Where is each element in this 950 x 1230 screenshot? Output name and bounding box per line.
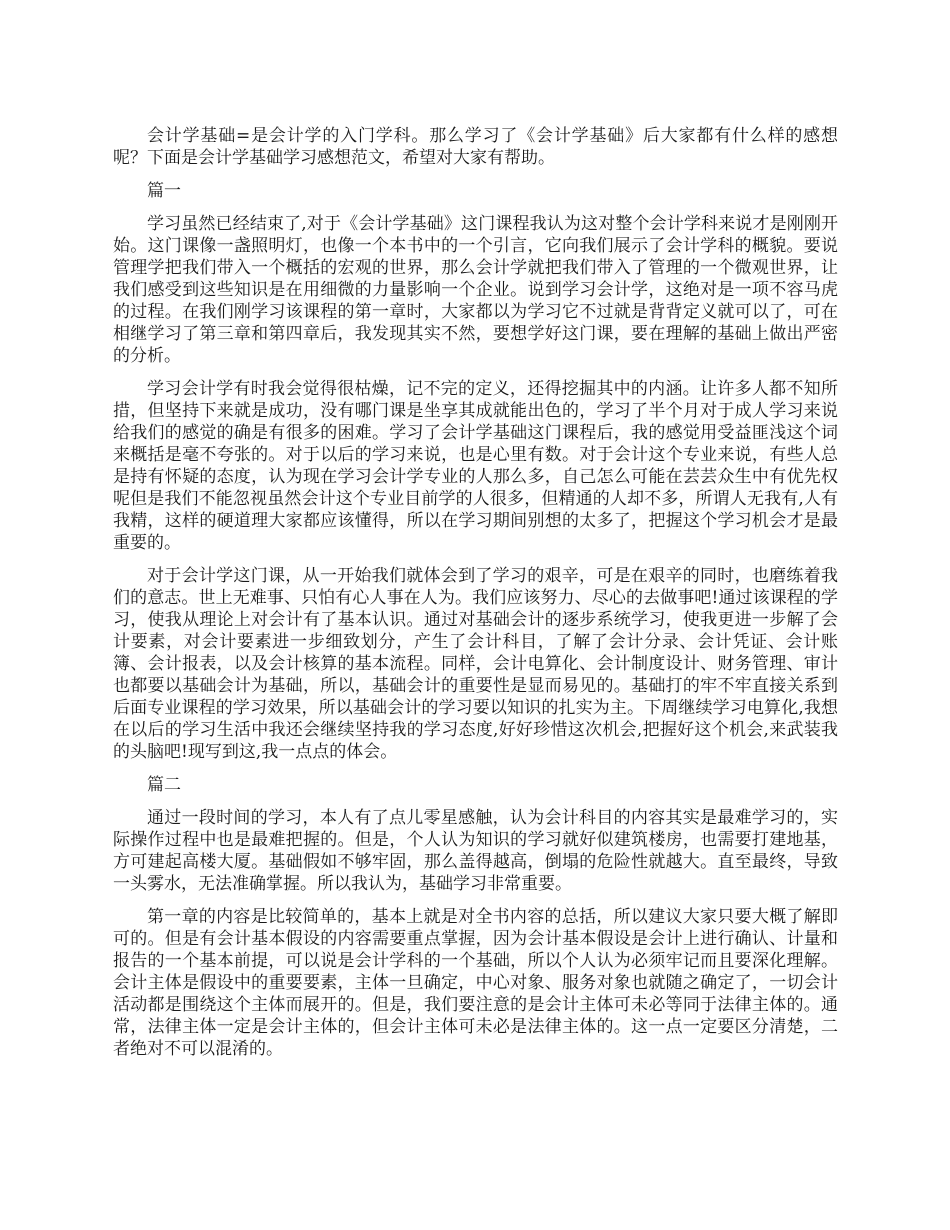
section1-paragraph-1: 学习虽然已经结束了,对于《会计学基础》这门课程我认为这对整个会计学科来说才是刚刚开始。这门课像一盏照明灯，也像一个本书中的一个引言，它向我们展示了会计学科的概貌。要说管理学把我们带入一个概括的宏观的世界，那么会计学就把我们带入了管理的一个微观世界，让我们感受到这些知识是在用细微的力量影响一个企业。说到学习会计学，这绝对是一项不容马虎的过程。在我们刚学习该课程的第一章时，大家都以为学习它不过就是背背定义就可以了，可在相继学习了第三章和第四章后，我发现其实不然，要想学好这门课，要在理解的基础上做出严密的分析。 xyxy=(113,214,838,366)
section-heading-2: 篇二 xyxy=(147,775,181,795)
intro-paragraph: 会计学基础=是会计学的入门学科。那么学习了《会计学基础》后大家都有什么样的感想呢？下面是会计学基础学习感想范文，希望对大家有帮助。 xyxy=(113,126,838,168)
section2-paragraph-2: 第一章的内容是比较简单的，基本上就是对全书内容的总括，所以建议大家只要大概了解即可的。但是有会计基本假设的内容需要重点掌握，因为会计基本假设是会计上进行确认、计量和报告的一个基本前提，可以说是会计学科的一个基础，所以个人认为必须牢记而且要深化理解。会计主体是假设中的重要要素，主体一旦确定，中心对象、服务对象也就随之确定了，一切会计活动都是围绕这个主体而展开的。但是，我们要注意的是会计主体可未必等同于法律主体的。通常，法律主体一定是会计主体的，但会计主体可未必是法律主体的。这一点一定要区分清楚，二者绝对不可以混淆的。 xyxy=(113,907,838,1059)
section1-paragraph-3: 对于会计学这门课，从一开始我们就体会到了学习的艰辛，可是在艰辛的同时，也磨练着我们的意志。世上无难事、只怕有心人事在人为。我们应该努力、尽心的去做事吧!通过该课程的学习，使我从理论上对会计有了基本认识。通过对基础会计的逐步系统学习，使我更进一步解了会计要素，对会计要素进一步细致划分，产生了会计科目，了解了会计分录、会计凭证、会计账簿、会计报表，以及会计核算的基本流程。同样，会计电算化、会计制度设计、财务管理、审计也都要以基础会计为基础，所以，基础会计的重要性是显而易见的。基础打的牢不牢直接关系到后面专业课程的学习效果，所以基础会计的学习要以知识的扎实为主。下周继续学习电算化,我想在以后的学习生活中我还会继续坚持我的学习态度,好好珍惜这次机会,把握好这个机会,来武装我的头脑吧!现写到这,我一点点的体会。 xyxy=(113,566,838,762)
document-page xyxy=(113,125,838,1071)
section-heading-1: 篇一 xyxy=(147,181,181,201)
section2-paragraph-1: 通过一段时间的学习，本人有了点儿零星感触，认为会计科目的内容其实是最难学习的，实际操作过程中也是最难把握的。但是，个人认为知识的学习就好似建筑楼房，也需要打建地基，方可建起高楼大厦。基础假如不够牢固，那么盖得越高，倒塌的危险性就越大。直至最终，导致一头雾水，无法准确掌握。所以我认为，基础学习非常重要。 xyxy=(113,808,838,894)
section1-paragraph-2: 学习会计学有时我会觉得很枯燥，记不完的定义，还得挖掘其中的内涵。让许多人都不知所措，但坚持下来就是成功，没有哪门课是坐享其成就能出色的，学习了半个月对于成人学习来说给我们的感觉的确是有很多的困难。学习了会计学基础这门课程后，我的感觉用受益匪浅这个词来概括是毫不夸张的。对于以后的学习来说，也是心里有数。对于会计这个专业来说，有些人总是持有怀疑的态度，认为现在学习会计学专业的人那么多，自己怎么可能在芸芸众生中有优先权呢但是我们不能忽视虽然会计这个专业目前学的人很多，但精通的人却不多，所谓人无我有,人有我精，这样的硬道理大家都应该懂得，所以在学习期间别想的太多了，把握这个学习机会才是最重要的。 xyxy=(113,379,838,553)
